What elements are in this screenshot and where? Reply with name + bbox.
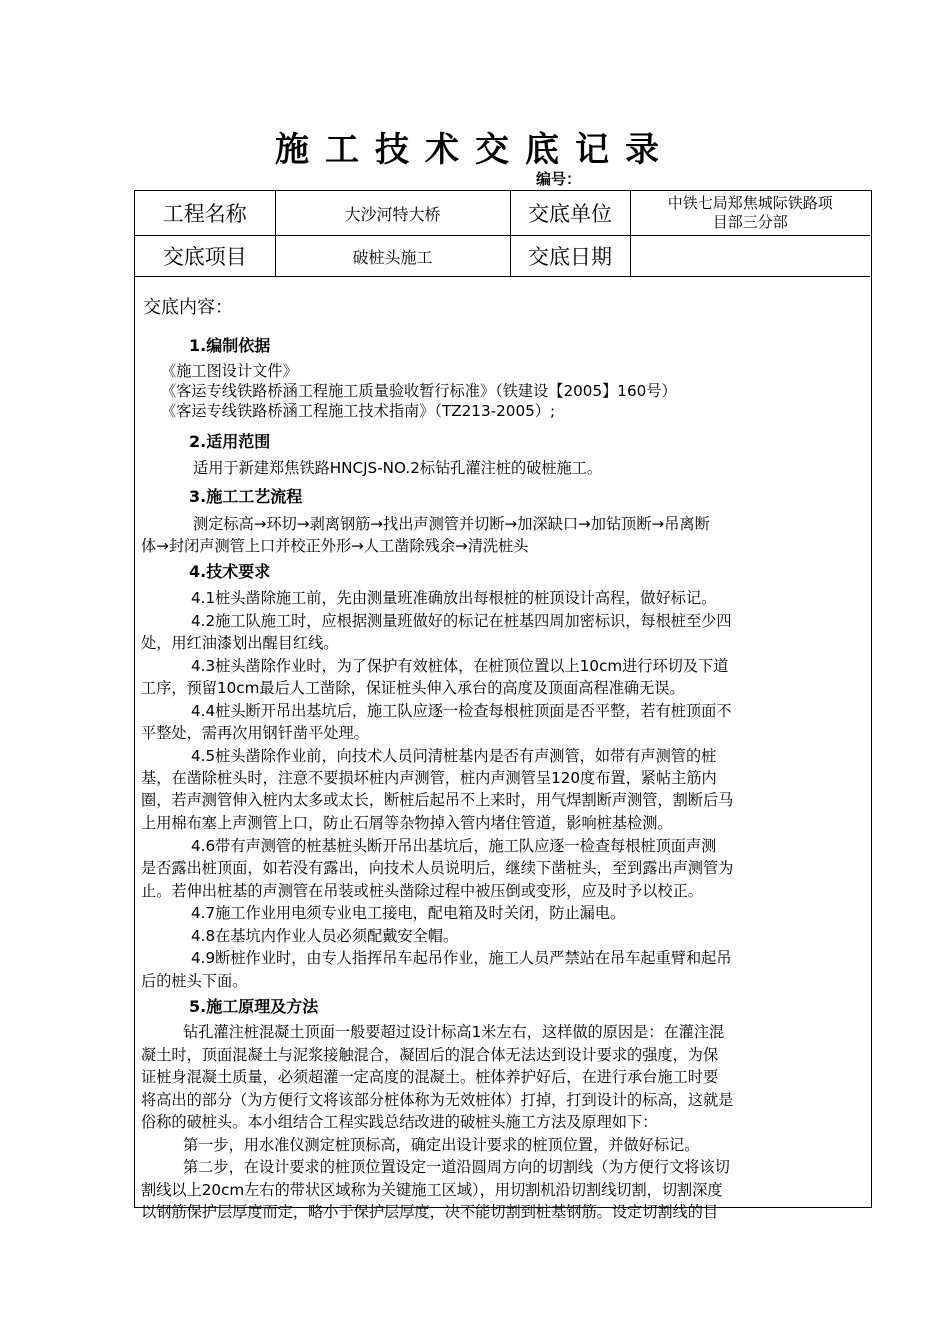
unit-label: 交底单位 xyxy=(510,191,630,236)
section-3-title: 3.施工工艺流程 xyxy=(189,487,303,506)
req-4-5-line-4: 上用棉布塞上声测管上口，防止石屑等杂物掉入管内堵住管道，影响桩基检测。 xyxy=(141,814,673,832)
basis-line-2: 《客运专线铁路桥涵工程施工质量验收暂行标准》（铁建设【2005】160号） xyxy=(161,382,677,400)
method-p1-line-2: 凝土时，顶面混凝土与泥浆接触混合，凝固后的混合体无法达到设计要求的强度，为保 xyxy=(141,1046,719,1064)
req-4-9-line-1: 4.9断桩作业时，由专人指挥吊车起吊作业，施工人员严禁站在吊车起重臂和起吊 xyxy=(191,949,732,967)
req-4-5-line-3: 圈，若声测管伸入桩内太多或太长，断桩后起吊不上来时，用气焊割断声测管，割断后马 xyxy=(141,791,734,809)
req-4-6-line-3: 止。若伸出桩基的声测管在吊装或桩头凿除过程中被压倒或变形，应及时予以校正。 xyxy=(141,882,703,900)
method-p2-line-1: 第一步，用水准仪测定桩顶标高，确定出设计要求的桩顶位置，并做好标记。 xyxy=(183,1136,700,1154)
method-p3-line-3: 以钢筋保护层厚度而定，略小于保护层厚度，决不能切割到桩基钢筋。设定切割线的目 xyxy=(141,1203,719,1221)
req-4-4-line-1: 4.4桩头断开吊出基坑后，施工队应逐一检查每根桩顶面是否平整，若有桩顶面不 xyxy=(191,702,732,720)
section-1-title: 1.编制依据 xyxy=(189,336,271,355)
req-4-1-line-1: 4.1桩头凿除施工前，先由测量班准确放出每根桩的桩顶设计高程，做好标记。 xyxy=(191,589,717,607)
req-4-9-line-2: 后的桩头下面。 xyxy=(141,972,248,990)
scope-line-1: 适用于新建郑焦铁路HNCJS-NO.2标钻孔灌注桩的破桩施工。 xyxy=(193,459,603,477)
req-4-3-line-2: 工序，预留10cm最后人工凿除，保证桩头伸入承台的高度及顶面高程准确无误。 xyxy=(141,679,685,697)
header-row-1 xyxy=(135,191,870,236)
header-table xyxy=(135,191,870,277)
basis-line-1: 《施工图设计文件》 xyxy=(161,362,298,380)
item-label: 交底项目 xyxy=(135,236,275,277)
req-4-7-line-1: 4.7施工作业用电须专业电工接电，配电箱及时关闭，防止漏电。 xyxy=(191,904,626,922)
project-name-value: 大沙河特大桥 xyxy=(275,191,510,236)
header-row-2 xyxy=(135,236,870,277)
method-p3-line-1: 第二步，在设计要求的桩顶位置设定一道沿圆周方向的切割线（为方便行文将该切 xyxy=(183,1158,730,1176)
method-p1-line-1: 钻孔灌注桩混凝土顶面一般要超过设计标高1米左右，这样做的原因是：在灌注混 xyxy=(183,1023,725,1041)
unit-value-line1: 中铁七局郑焦城际铁路项 xyxy=(667,194,833,212)
req-4-2-line-1: 4.2施工队施工时，应根据测量班做好的标记在桩基四周加密标识，每根桩至少四 xyxy=(191,612,732,630)
project-name-label: 工程名称 xyxy=(135,191,275,236)
method-p1-line-3: 证桩身混凝土质量，必须超灌一定高度的混凝土。桩体养护好后，在进行承台施工时要 xyxy=(141,1068,719,1086)
section-4-title: 4.技术要求 xyxy=(189,562,271,581)
flow-line-2: 体→封闭声测管上口并校正外形→人工凿除残余→清洗桩头 xyxy=(141,537,529,555)
req-4-8-line-1: 4.8在基坑内作业人员必须配戴安全帽。 xyxy=(191,927,459,945)
method-p1-line-5: 俗称的破桩头。本小组结合工程实践总结改进的破桩头施工方法及原理如下： xyxy=(141,1113,658,1131)
req-4-6-line-2: 是否露出桩顶面，如若没有露出，向技术人员说明后，继续下凿桩头，至到露出声测管为 xyxy=(141,859,734,877)
req-4-5-line-2: 基，在凿除桩头时，注意不要损坏桩内声测管，桩内声测管呈120度布置，紧帖主筋内 xyxy=(141,769,717,787)
record-form xyxy=(134,190,872,1221)
req-4-5-line-1: 4.5桩头凿除作业前，向技术人员问清桩基内是否有声测管，如带有声测管的桩 xyxy=(191,747,717,765)
unit-value-line2: 目部三分部 xyxy=(712,213,788,231)
req-4-3-line-1: 4.3桩头凿除作业时，为了保护有效桩体，在桩顶位置以上10cm进行环切及下道 xyxy=(191,657,729,675)
serial-number-label: 编号： xyxy=(536,170,582,188)
page-title: 施工技术交底记录 xyxy=(275,130,675,170)
date-label: 交底日期 xyxy=(510,236,630,277)
method-p1-line-4: 将高出的部分（为方便行文将该部分桩体称为无效桩体）打掉，打到设计的标高，这就是 xyxy=(141,1091,734,1109)
unit-value xyxy=(630,191,870,236)
item-value: 破桩头施工 xyxy=(275,236,510,277)
content-intro: 交底内容： xyxy=(143,297,233,318)
req-4-4-line-2: 平整处，需再次用钢钎凿平处理。 xyxy=(141,724,369,742)
section-5-title: 5.施工原理及方法 xyxy=(189,997,319,1016)
flow-line-1: 测定标高→环切→剥离钢筋→找出声测管并切断→加深缺口→加钻顶断→吊离断 xyxy=(193,515,710,533)
section-2-title: 2.适用范围 xyxy=(189,432,271,451)
basis-line-3: 《客运专线铁路桥涵工程施工技术指南》（TZ213-2005）; xyxy=(161,402,556,420)
req-4-6-line-1: 4.6带有声测管的桩基桩头断开吊出基坑后，施工队应逐一检查每根桩顶面声测 xyxy=(191,837,717,855)
date-value xyxy=(630,236,870,277)
method-p3-line-2: 割线以上20cm左右的带状区域称为关键施工区域），用切割机沿切割线切割，切割深度 xyxy=(141,1181,723,1199)
req-4-2-line-2: 处，用红油漆划出醒目红线。 xyxy=(141,634,339,652)
